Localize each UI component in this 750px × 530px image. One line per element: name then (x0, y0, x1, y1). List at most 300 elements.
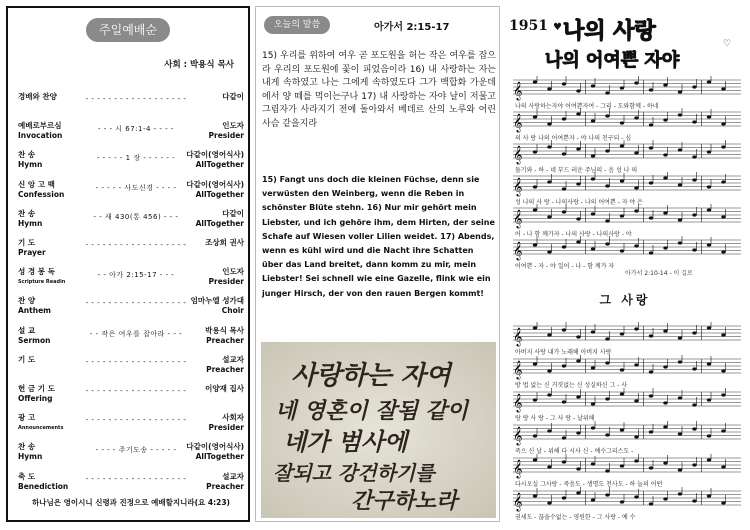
order-item-leader: 다같이(영어식사) AllTogether (186, 179, 244, 199)
note-icon (620, 179, 624, 182)
note-icon (533, 243, 537, 246)
note-icon (591, 402, 595, 405)
song1-year: 1951 (509, 18, 548, 34)
note-icon (620, 214, 624, 217)
note-icon (547, 180, 551, 183)
note-icon (678, 113, 682, 116)
note-icon (663, 153, 667, 156)
order-item-detail: - - 아가 2:15-17 - - - (97, 271, 175, 280)
order-item (18, 384, 244, 410)
note-icon (533, 80, 537, 83)
song1-title-art (545, 12, 741, 72)
order-item-leader: 다같이(영어식사) AllTogether (186, 150, 244, 170)
note-icon (547, 429, 551, 432)
song1-staff (513, 108, 743, 134)
song1-lyric-line: 어 - 나 함 께가자 - 나의 사랑 - 나의사랑 - 야 (515, 231, 632, 238)
note-icon (605, 91, 609, 94)
order-item-leader-english: Presider (208, 131, 244, 141)
song2-staff (513, 421, 743, 447)
order-item (18, 150, 244, 176)
treble-clef-icon: 𝄞 (513, 113, 523, 132)
order-item-detail: - - - 시 67:1-4 - - - - (98, 125, 174, 134)
order-item-english: Announcements (18, 425, 64, 432)
order-item-name: 신 앙 고 백 Confession (18, 180, 78, 200)
reading-tag: 오늘의 말씀 (264, 16, 330, 34)
treble-clef-icon: 𝄞 (513, 459, 523, 478)
note-icon (547, 393, 551, 396)
song2-title: 그 사랑 (599, 293, 651, 307)
note-icon (547, 87, 551, 90)
order-item-name: 찬 송 Hymn (18, 150, 78, 170)
treble-clef-icon: 𝄞 (513, 360, 523, 379)
order-item-detail: - - 작은 여우를 잡아라 - - - (89, 329, 183, 338)
order-item-leader: 인도자 Presider (208, 121, 244, 141)
note-icon (605, 242, 609, 245)
note-icon (678, 148, 682, 151)
note-icon (533, 458, 537, 461)
song2-staff (513, 322, 743, 348)
order-item-name: 성 경 봉 독 Scripture Readin (18, 267, 78, 287)
note-icon (576, 467, 580, 470)
note-icon (663, 365, 667, 368)
order-item-leader: 다같이 AllTogether (195, 208, 244, 228)
note-icon (562, 187, 566, 190)
order-item-leader-english: AllTogether (195, 218, 244, 228)
note-icon (591, 84, 595, 87)
note-icon (547, 333, 551, 336)
note-icon (707, 243, 711, 246)
order-item-name: 찬 양 Anthem (18, 296, 78, 316)
note-icon (721, 333, 725, 336)
note-icon (678, 183, 682, 186)
officiant: 사회 : 박용식 목사 (164, 60, 234, 70)
order-item (18, 413, 244, 439)
note-icon (576, 359, 580, 362)
note-icon (721, 429, 725, 432)
order-item-name: 기 도 (18, 354, 36, 364)
note-icon (605, 361, 609, 364)
note-icon (678, 90, 682, 93)
note-icon (605, 433, 609, 436)
order-item-leader-english: Presider (208, 423, 244, 433)
song1-lyric-line: 나의 사랑하는자야 어여쁜자여 - 그리 - 도와함께 - 하네 (515, 103, 659, 110)
order-item (18, 238, 244, 264)
note-icon (707, 434, 711, 437)
order-item-detail: - - - - 주기도송 - - - - - (95, 446, 177, 455)
note-icon (678, 241, 682, 244)
note-icon (591, 498, 595, 501)
note-icon (678, 396, 682, 399)
order-item-english: Prayer (18, 248, 46, 257)
note-icon (721, 501, 725, 504)
order-item-english: Hymn (18, 160, 43, 170)
order-item-detail: - - - - - - - - - - - - - - - - - - (85, 95, 187, 103)
note-icon (649, 430, 653, 433)
song2-lyric-line: 다시오실 그사랑 - 죽음도 - 생명도 천사도 - 하 늘의 어떤 (515, 481, 663, 488)
heart-icon-2: ♡ (723, 39, 732, 49)
note-icon (576, 182, 580, 185)
note-icon (707, 494, 711, 497)
order-item (18, 267, 244, 293)
note-icon (634, 399, 638, 402)
song2-lyric-line: 아버지 사랑 내가 노래해 아버지 사랑 (515, 349, 612, 356)
order-item-detail: - - - - - - - - - - - - - - - - - - (85, 241, 187, 249)
order-item-english: Offering (18, 394, 53, 403)
songs-panel (505, 6, 745, 522)
note-icon (692, 499, 696, 502)
note-icon (533, 185, 537, 188)
note-icon (562, 496, 566, 499)
note-icon (605, 219, 609, 222)
note-icon (707, 185, 711, 188)
note-icon (634, 209, 638, 212)
note-icon (562, 364, 566, 367)
treble-clef-icon: 𝄞 (513, 327, 523, 346)
note-icon (605, 493, 609, 496)
order-item-leader: 다같이(영어식사) AllTogether (186, 442, 244, 462)
order-item-leader-english: AllTogether (195, 189, 244, 199)
note-icon (562, 328, 566, 331)
heart-icon: ♥ (553, 22, 562, 33)
order-item-leader-english: Choir (221, 306, 244, 316)
order-header: 주일예배순 (86, 18, 170, 42)
note-icon (707, 150, 711, 153)
note-icon (591, 212, 595, 215)
note-icon (707, 458, 711, 461)
note-icon (649, 370, 653, 373)
order-item-leader-english: AllTogether (195, 452, 244, 462)
order-item-name: 기 도 Prayer (18, 238, 78, 258)
note-icon (533, 398, 537, 401)
treble-clef-icon: 𝄞 (513, 177, 523, 196)
note-icon (591, 154, 595, 157)
order-item-leader-english: AllTogether (195, 160, 244, 170)
note-icon (562, 460, 566, 463)
song1-lyric-line: 돌기와 - 하 - 네 부드 러운 주님의 - 음 성 나 의 (515, 167, 638, 174)
order-item (18, 121, 244, 147)
order-item-detail: - - - - - 사도신경 - - - - (95, 183, 177, 192)
note-icon (649, 146, 653, 149)
note-icon (562, 82, 566, 85)
note-icon (721, 180, 725, 183)
note-icon (678, 468, 682, 471)
treble-clef-icon: 𝄞 (513, 145, 523, 164)
order-item-name: 찬 송 Hymn (18, 209, 78, 229)
note-icon (605, 184, 609, 187)
note-icon (634, 459, 638, 462)
order-item-leader-english: Presider (208, 277, 244, 287)
note-icon (605, 397, 609, 400)
note-icon (663, 211, 667, 214)
order-item (18, 355, 244, 381)
order-item-english: Scripture Readin (18, 279, 66, 286)
note-icon (634, 151, 638, 154)
note-icon (576, 240, 580, 243)
note-icon (605, 149, 609, 152)
note-icon (591, 247, 595, 250)
song2-staff (513, 355, 743, 381)
order-item (18, 180, 244, 206)
note-icon (591, 119, 595, 122)
note-icon (692, 155, 696, 158)
order-item-name: 경배와 찬양 (18, 92, 57, 101)
note-icon (591, 462, 595, 465)
note-icon (591, 366, 595, 369)
note-icon (721, 87, 725, 90)
song1-staff (513, 204, 743, 230)
order-item-leader: 설교자 Preacher (206, 354, 244, 374)
note-icon (649, 394, 653, 397)
order-item-name: 찬 송 Hymn (18, 442, 78, 462)
note-icon (576, 112, 580, 115)
note-icon (678, 360, 682, 363)
order-item-leader: 인도자 Presider (208, 267, 244, 287)
note-icon (678, 492, 682, 495)
note-icon (692, 427, 696, 430)
note-icon (576, 395, 580, 398)
note-icon (576, 89, 580, 92)
note-icon (634, 327, 638, 330)
note-icon (562, 436, 566, 439)
note-icon (533, 434, 537, 437)
note-icon (620, 249, 624, 252)
note-icon (547, 215, 551, 218)
note-icon (576, 217, 580, 220)
order-item-leader: 엄마누엘 성가대 Choir (190, 296, 244, 316)
note-icon (634, 495, 638, 498)
note-icon (547, 250, 551, 253)
note-icon (533, 494, 537, 497)
note-icon (707, 362, 711, 365)
order-item-name: 축 도 Benediction (18, 472, 78, 492)
order-item-english: Hymn (18, 452, 43, 462)
note-icon (620, 392, 624, 395)
note-icon (692, 85, 696, 88)
song2-staff (513, 454, 743, 480)
calligraphy-line-2: 네 영혼이 잘됨 같이 (275, 398, 468, 424)
order-item-detail: - - - - - - - - - - - - - - - - - - (85, 357, 187, 366)
note-icon (649, 88, 653, 91)
note-icon (562, 400, 566, 403)
order-item-leader: 설교자 Preacher (206, 471, 244, 491)
note-icon (620, 368, 624, 371)
note-icon (576, 491, 580, 494)
order-item-detail: - - - - - - - - - - - - - - - - - - (85, 387, 187, 395)
note-icon (692, 367, 696, 370)
order-item-name: 예배로부르심 Invocation (18, 121, 78, 141)
note-icon (634, 186, 638, 189)
note-icon (678, 336, 682, 339)
note-icon (649, 251, 653, 254)
note-icon (663, 401, 667, 404)
note-icon (605, 114, 609, 117)
order-item-english: Anthem (18, 306, 51, 316)
song1-lyric-line: 의 사 랑 나의 어여쁜자 - 야 나의 친구되 - 심 (515, 135, 632, 142)
note-icon (721, 145, 725, 148)
calligraphy-line-1: 사랑하는 자여 (291, 361, 451, 391)
note-icon (663, 329, 667, 332)
note-icon (562, 210, 566, 213)
order-item-leader-english: Preacher (206, 481, 244, 491)
note-icon (533, 362, 537, 365)
note-icon (649, 123, 653, 126)
song2-lyric-line: 방 법 없는 신 거짓없는 신 성실하신 그 - 사 (515, 382, 628, 389)
order-item-english: Hymn (18, 218, 43, 228)
order-item-detail: - - 새 430(통 456) - - - (93, 212, 179, 221)
note-icon (533, 115, 537, 118)
note-icon (634, 116, 638, 119)
order-item-leader: 이양재 집사 (205, 384, 244, 393)
note-icon (707, 208, 711, 211)
order-item-name: 광 고 Announcements (18, 413, 78, 433)
note-icon (605, 337, 609, 340)
note-icon (649, 181, 653, 184)
note-icon (634, 435, 638, 438)
note-icon (663, 461, 667, 464)
treble-clef-icon: 𝄞 (513, 209, 523, 228)
order-item-leader: 사회자 Presider (208, 413, 244, 433)
calligraphy-line-5: 간구하노라 (351, 488, 458, 514)
song1-staff (513, 172, 743, 198)
order-item (18, 326, 244, 352)
note-icon (692, 463, 696, 466)
note-icon (605, 469, 609, 472)
note-icon (547, 122, 551, 125)
order-item-english: Sermon (18, 335, 51, 345)
order-item-english: Confession (18, 189, 65, 199)
note-icon (620, 428, 624, 431)
note-icon (707, 80, 711, 83)
calligraphy-line-4: 잘되고 강건하기를 (273, 461, 435, 485)
note-icon (692, 248, 696, 251)
note-icon (663, 497, 667, 500)
note-icon (663, 83, 667, 86)
order-item (18, 296, 244, 322)
order-item-leader-english: Preacher (206, 335, 244, 345)
order-item (18, 442, 244, 468)
song1-lyric-line: 어여쁜 - 자 - 야 일어 - 나 - 함 께가 자 (515, 263, 615, 270)
note-icon (576, 335, 580, 338)
note-icon (663, 246, 667, 249)
note-icon (547, 501, 551, 504)
reading-reference: 아가서 2:15-17 (374, 22, 450, 33)
note-icon (663, 425, 667, 428)
note-icon (591, 177, 595, 180)
song2-lyric-line: 죽으 신 날 - 위해 다 시사 신 - 예수그리스도 - (515, 448, 634, 455)
note-icon (620, 464, 624, 467)
order-footer-verse: 하나님은 영이시니 신령과 진정으로 예배할지니라(요 4:23) (32, 498, 230, 507)
note-icon (721, 122, 725, 125)
note-icon (707, 326, 711, 329)
note-icon (547, 369, 551, 372)
note-icon (721, 465, 725, 468)
song1-staff (513, 140, 743, 166)
order-item-leader: 다같이 (222, 92, 244, 101)
note-icon (663, 176, 667, 179)
song1-staff (513, 236, 743, 262)
calligraphy-image (261, 342, 496, 518)
note-icon (591, 426, 595, 429)
note-icon (721, 369, 725, 372)
note-icon (678, 432, 682, 435)
note-icon (634, 363, 638, 366)
song2-staff (513, 388, 743, 414)
song1-source: 아가서 2:10-14 - 이 길로 (625, 270, 693, 277)
note-icon (707, 398, 711, 401)
order-of-service-panel (6, 6, 250, 522)
note-icon (620, 86, 624, 89)
note-icon (547, 465, 551, 468)
order-item (18, 209, 244, 235)
order-item-leader: 조상희 권사 (205, 238, 244, 247)
order-item-english: Benediction (18, 481, 69, 491)
note-icon (721, 215, 725, 218)
note-icon (533, 326, 537, 329)
note-icon (634, 81, 638, 84)
order-item-leader-english: Preacher (206, 364, 244, 374)
note-icon (576, 431, 580, 434)
note-icon (620, 332, 624, 335)
note-icon (692, 403, 696, 406)
order-item-detail: - - - - - 1 장 - - - - - - (96, 154, 176, 163)
note-icon (591, 330, 595, 333)
treble-clef-icon: 𝄞 (513, 426, 523, 445)
treble-clef-icon: 𝄞 (513, 241, 523, 260)
treble-clef-icon: 𝄞 (513, 393, 523, 412)
song2-lyric-line: 권세도 - 끊을수없는 - 영원한 - 그 사랑 - 예 수 (515, 514, 636, 521)
order-item-name: 설 교 Sermon (18, 326, 78, 346)
treble-clef-icon: 𝄞 (513, 81, 523, 100)
order-item (18, 92, 244, 118)
calligraphy-line-3: 네가 범사에 (283, 427, 408, 456)
note-icon (576, 147, 580, 150)
note-icon (562, 117, 566, 120)
order-item-name: 헌 금 기 도 Offering (18, 384, 78, 404)
order-item-detail: - - - - - - - - - - - - - - - - - - (85, 299, 187, 308)
note-icon (533, 208, 537, 211)
song1-staff (513, 76, 743, 102)
note-icon (692, 213, 696, 216)
note-icon (547, 145, 551, 148)
order-item-detail: - - - - - - - - - - - - - - - - - - (85, 474, 187, 483)
order-item-english: Invocation (18, 131, 63, 141)
order-item (18, 472, 244, 498)
reading-panel (255, 6, 500, 522)
note-icon (533, 150, 537, 153)
note-icon (634, 244, 638, 247)
note-icon (663, 118, 667, 121)
note-icon (562, 152, 566, 155)
reading-korean-text: 15) 우리를 위하여 여우 곧 포도원을 허는 작은 여우를 잡으라 우리의 포도원에 꽃이 피었음이라 16) 내 사랑하는 자는 내게 속하였고 나는 그에게 속하였도다 그가 백합화 가운데에서 양 떼를 먹이는구나 17) 내 사랑하는 자야 날이 저물고 그림자가 사라지기 전에 돌아와서 베데르 산의 노루와 어린 사슴 같을지라 (262, 51, 496, 129)
note-icon (707, 115, 711, 118)
note-icon (620, 121, 624, 124)
song1-lyric-line: 성 나의 사 랑 - 나의사랑 - 나의 어여쁜 - 자 야 은 (515, 199, 643, 206)
song2-staff (513, 487, 743, 513)
note-icon (649, 502, 653, 505)
note-icon (678, 218, 682, 221)
order-item-detail: - - - - - - - - - - - - - - - - - - (85, 416, 187, 425)
treble-clef-icon: 𝄞 (513, 492, 523, 511)
note-icon (620, 144, 624, 147)
order-item-leader: 박용식 목사 Preacher (205, 325, 244, 345)
song2-lyric-line: 랑 랑 사 랑 - 그 사 랑 - 날위해 (515, 415, 595, 422)
note-icon (649, 216, 653, 219)
song1-title-line-2: 나의 어여쁜 자야 (545, 50, 680, 71)
reading-german-text: 15) Fangt uns doch die kleinen Füchse, denn sie verwüsten den Weinberg, wenn die Reben in schönster Blüte stehn. 16) Nur mir gehört mein Liebster, und ich gehöre ihm, dem Hirten, der seine Schafe auf Wiesen voller Lilien weidet. 17) Abends, wenn es kühl wird und die Nacht ihre Schatten über das Land breitet, dann komm zu mir, mein Liebster! Sei schnell wie eine Gazelle, flink wie ein junger Hirsch, der von den rauen Bergen kommt! (262, 175, 495, 298)
note-icon (692, 120, 696, 123)
note-icon (620, 500, 624, 503)
note-icon (692, 178, 696, 181)
